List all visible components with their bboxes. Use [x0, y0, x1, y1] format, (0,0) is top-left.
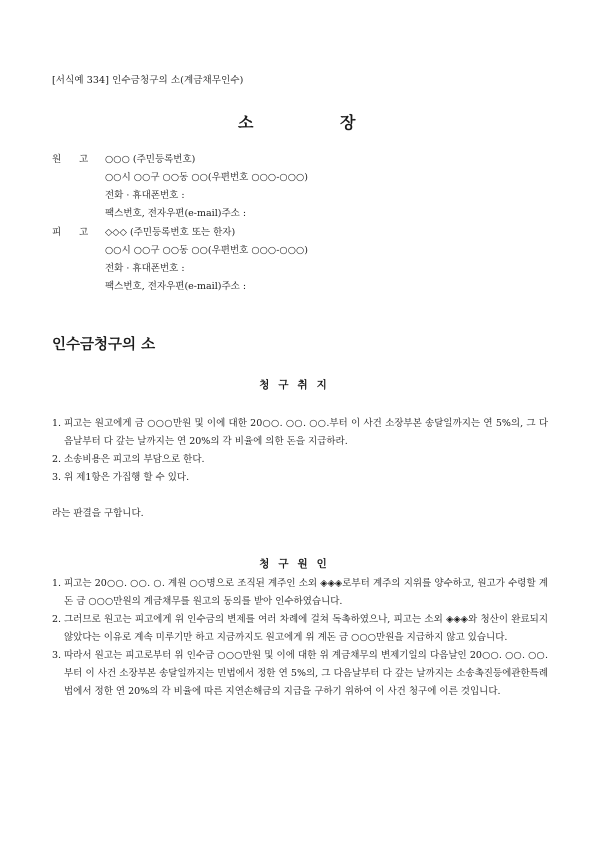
case-title: 인수금청구의 소 — [52, 337, 156, 353]
plaintiff-name: ○○○ (주민등록번호) — [105, 154, 196, 165]
item-number: 2. — [52, 454, 62, 465]
defendant-phone: 전화 · 휴대폰번호 : — [105, 263, 185, 274]
plaintiff-phone: 전화 · 휴대폰번호 : — [105, 190, 185, 201]
item-number: 1. — [52, 578, 62, 589]
list-item — [52, 575, 548, 611]
document-title-part1: 소 — [238, 113, 254, 132]
plaintiff-fax-email: 팩스번호, 전자우편(e-mail)주소 : — [105, 208, 247, 219]
item-text: 피고는 원고에게 금 ○○○만원 및 이에 대한 20○○. ○○. ○○.부터 이 사건 소장부본 송달일까지는 연 5%의, 그 다음날부터 다 갚는 날까지는 연 20%의 각 비율에 의한 돈을 지급하라. — [64, 418, 548, 447]
list-item — [52, 647, 548, 701]
list-item — [52, 451, 548, 469]
item-text: 피고는 20○○. ○○. ○. 계원 ○○명으로 조직된 계주인 소외 ◈◈◈로부터 계주의 지위를 양수하고, 원고가 수령할 계돈 금 ○○○만원의 계금채무를 원고의 동의를 받아 인수하였습니다. — [64, 578, 548, 607]
item-text: 위 제1항은 가집행 할 수 있다. — [64, 472, 190, 483]
plaintiff-role-char2: 고 — [79, 154, 89, 165]
closing-statement: 라는 판결을 구합니다. — [52, 508, 144, 519]
item-text: 따라서 원고는 피고로부터 위 인수금 ○○○만원 및 이에 대한 위 계금채무의 변제기일의 다음날인 20○○. ○○. ○○.부터 이 사건 소장부본 송달일까지는 민법에서 정한 연 5%의, 그 다음날부터 다 갚는 날까지는 소송촉진등에관한특례법에서 정한 연 20%의 각 비율에 따른 지연손해금의 지급을 구하기 위하여 이 사건 청구에 이른 것입니다. — [64, 650, 548, 697]
item-text: 소송비용은 피고의 부담으로 한다. — [64, 454, 205, 465]
defendant-name: ◇◇◇ (주민등록번호 또는 한자) — [105, 227, 236, 238]
document-title-part2: 장 — [340, 113, 356, 132]
list-item — [52, 415, 548, 451]
claims-heading: 청구취지 — [259, 379, 336, 391]
list-item — [52, 469, 548, 487]
defendant-role-char2: 고 — [79, 227, 89, 238]
causes-list — [52, 575, 548, 701]
item-text: 그러므로 원고는 피고에게 위 인수금의 변제를 여러 차례에 걸쳐 독촉하였으나, 피고는 소외 ◈◈◈와 청산이 완료되지 않았다는 이유로 계속 미루기만 하고 지금까지도 원고에게 위 계돈 금 ○○○만원을 지급하지 않고 있습니다. — [64, 614, 548, 643]
causes-heading: 청구원인 — [259, 558, 336, 570]
form-reference: [서식예 334] 인수금청구의 소(계금채무인수) — [52, 75, 244, 86]
document-title — [0, 110, 595, 132]
defendant-address: ○○시 ○○구 ○○동 ○○(우편번호 ○○○-○○○) — [105, 245, 308, 256]
item-number: 3. — [52, 650, 62, 661]
item-number: 2. — [52, 614, 62, 625]
plaintiff-address: ○○시 ○○구 ○○동 ○○(우편번호 ○○○-○○○) — [105, 172, 308, 183]
list-item — [52, 611, 548, 647]
claims-list — [52, 415, 548, 487]
item-number: 3. — [52, 472, 62, 483]
defendant-role-char1: 피 — [52, 227, 62, 238]
plaintiff-role-char1: 원 — [52, 154, 62, 165]
defendant-fax-email: 팩스번호, 전자우편(e-mail)주소 : — [105, 281, 247, 292]
item-number: 1. — [52, 418, 62, 429]
